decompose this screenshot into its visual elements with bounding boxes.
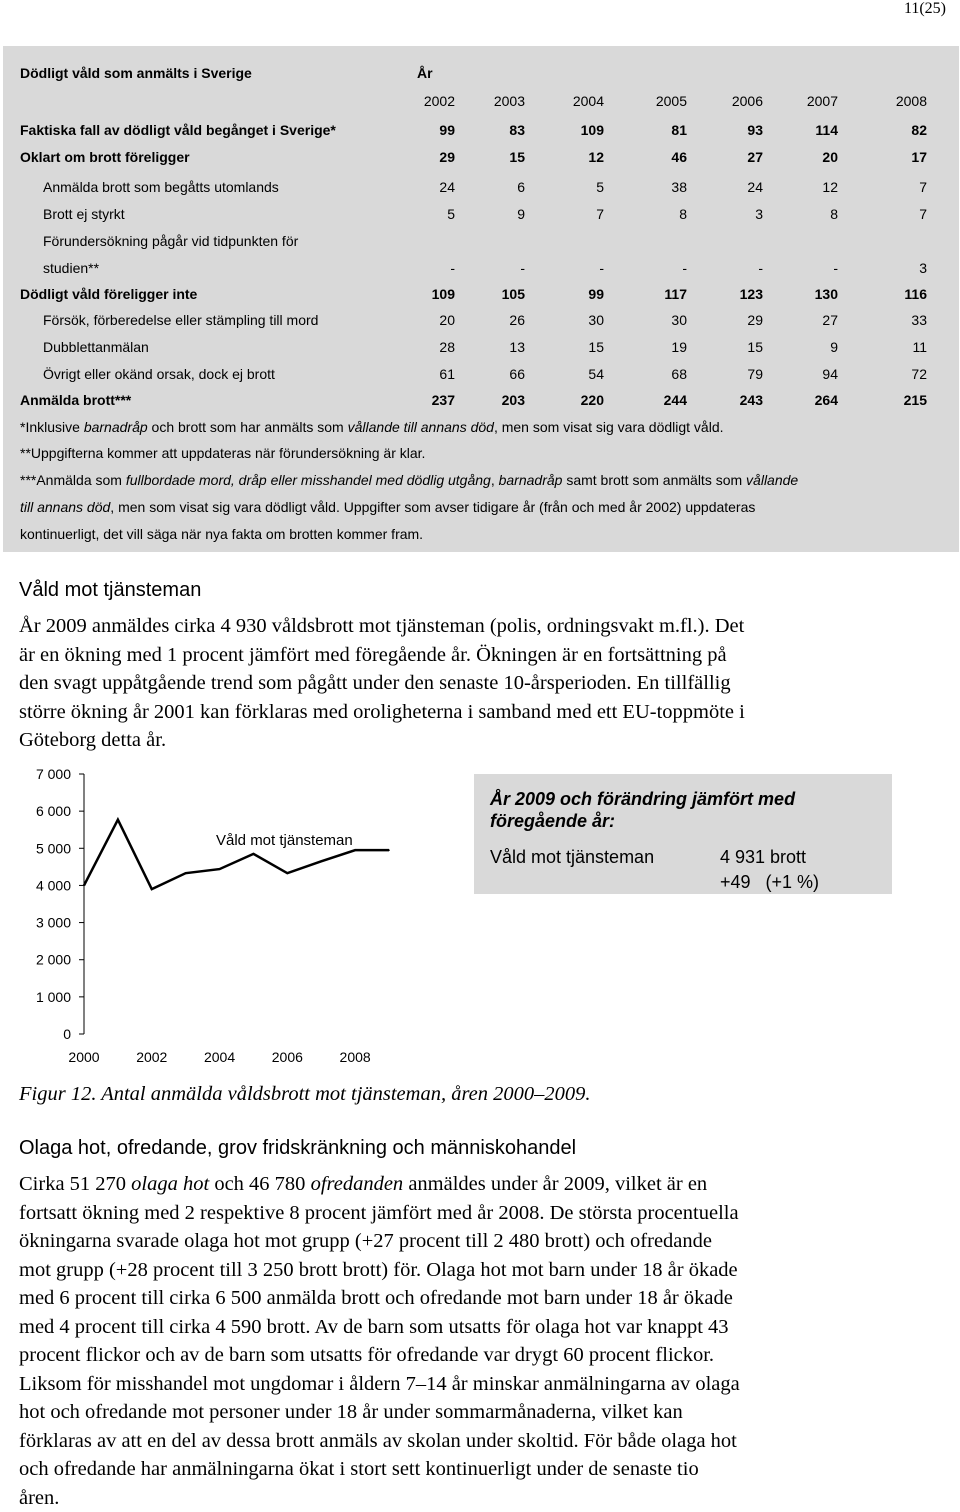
table-cell: 82: [911, 122, 927, 138]
info-box: [474, 774, 892, 894]
year-column-header: 2008: [895, 93, 927, 109]
table-cell: 8: [679, 206, 687, 222]
table-cell: 13: [509, 339, 525, 355]
table-cell: 66: [509, 366, 525, 382]
x-tick-label: 2008: [339, 1049, 371, 1065]
table-cell: 9: [830, 339, 838, 355]
row-label-cont: studien**: [43, 260, 100, 276]
year-column-header: 2007: [806, 93, 838, 109]
table-cell: 26: [509, 312, 525, 328]
row-label: Övrigt eller okänd orsak, dock ej brott: [43, 366, 275, 382]
table-cell: 27: [822, 312, 838, 328]
table-cell: 3: [755, 206, 763, 222]
table-cell: 15: [747, 339, 763, 355]
y-tick-label: 1 000: [35, 988, 71, 1005]
table-cell: 8: [830, 206, 838, 222]
y-tick-label: 0: [63, 1026, 71, 1042]
y-tick-label: 2 000: [35, 951, 71, 968]
table-cell: 215: [903, 392, 927, 408]
table-cell: 130: [814, 286, 838, 302]
x-tick-label: 2004: [203, 1049, 236, 1065]
table-cell: 28: [439, 339, 455, 355]
table-cell: 244: [663, 392, 687, 408]
table-cell: 99: [439, 122, 455, 138]
y-tick-label: 7 000: [35, 766, 71, 782]
row-label: Försök, förberedelse eller stämpling till mord: [43, 312, 319, 328]
table-cell: 79: [747, 366, 763, 382]
table-cell: 15: [588, 339, 604, 355]
year-column-header: 2003: [493, 93, 525, 109]
row-label: Brott ej styrkt: [43, 206, 125, 222]
table-cell: 68: [671, 366, 687, 382]
x-tick-label: 2002: [136, 1049, 168, 1065]
info-box-title: År 2009 och förändring jämfört med föregående år:: [490, 789, 796, 831]
table-cell: 27: [747, 149, 763, 165]
table-cell: 81: [671, 122, 687, 138]
table-title: Dödligt våld som anmälts i Sverige: [20, 65, 252, 81]
table-cell: 203: [501, 392, 525, 408]
table-cell: 7: [596, 206, 604, 222]
data-point: [388, 849, 390, 851]
table-cell: 237: [431, 392, 455, 408]
data-point: [83, 885, 85, 887]
table-cell: 5: [447, 206, 455, 222]
series-line: [84, 820, 389, 889]
table-cell: 54: [588, 366, 604, 382]
table-cell: 105: [501, 286, 525, 302]
table-cell: 38: [671, 179, 687, 195]
x-tick-label: 2000: [68, 1049, 100, 1065]
table-cell: 93: [747, 122, 763, 138]
footnote-1: *Inklusive barnadråp och brott som har anmälts som vållande till annans död, men som visat sig vara dödligt våld.: [20, 419, 724, 435]
section-heading-2: Olaga hot, ofredande, grov fridskränkning och människohandel: [19, 1137, 577, 1159]
row-label: Dubblettanmälan: [43, 339, 149, 355]
data-point: [287, 872, 289, 874]
table-cell: 30: [671, 312, 687, 328]
y-tick-label: 6 000: [35, 803, 71, 820]
line-chart: [0, 760, 470, 1070]
year-column-header: 2004: [572, 93, 604, 109]
table-cell: -: [520, 260, 525, 276]
table-cell: 264: [814, 392, 838, 408]
table-cell: 12: [588, 149, 604, 165]
table-cell: 220: [580, 392, 604, 408]
data-point: [117, 819, 119, 821]
table-cell: 33: [911, 312, 927, 328]
series-label: Våld mot tjänsteman: [216, 832, 353, 849]
table-cell: 61: [439, 366, 455, 382]
table-cell: 29: [747, 312, 763, 328]
table-cell: 117: [664, 286, 687, 302]
info-box-value: 4 931 brott: [720, 847, 807, 867]
table-cell: 9: [517, 206, 525, 222]
data-point: [219, 868, 221, 870]
table-cell: -: [682, 260, 687, 276]
statistics-table: [3, 46, 959, 552]
row-label: Anmälda brott***: [20, 392, 132, 408]
table-cell: 109: [431, 286, 455, 302]
info-box-label: Våld mot tjänsteman: [490, 847, 655, 867]
table-cell: 12: [822, 179, 838, 195]
year-column-header: 2006: [731, 93, 763, 109]
footnote-3-end: kontinuerligt, det vill säga när nya fakta om brotten kommer fram.: [20, 526, 424, 542]
row-label: Faktiska fall av dödligt våld begånget i Sverige*: [20, 122, 336, 138]
table-cell: 83: [509, 122, 525, 138]
info-box-change: +49 (+1 %): [720, 872, 820, 892]
table-cell: 99: [588, 286, 604, 302]
data-point: [354, 849, 356, 851]
table-cell: 5: [596, 179, 604, 195]
table-cell: 46: [671, 149, 687, 165]
table-cell: 24: [747, 179, 763, 195]
figure-caption: Figur 12. Antal anmälda våldsbrott mot tjänsteman, åren 2000–2009.: [19, 1083, 591, 1105]
table-cell: 123: [739, 286, 763, 302]
section-heading: Våld mot tjänsteman: [19, 579, 202, 601]
footnote-3: ***Anmälda som fullbordade mord, dråp eller misshandel med dödlig utgång, barnadråp samt brott som anmälts som vållande: [20, 472, 799, 488]
table-cell: 15: [509, 149, 525, 165]
footnote-2: **Uppgifterna kommer att uppdateras när förundersökning är klar.: [20, 445, 426, 461]
page-number: 11(25): [903, 0, 946, 17]
table-cell: -: [450, 260, 455, 276]
table-cell: 20: [439, 312, 455, 328]
paragraph-line: Cirka 51 270 olaga hot och 46 780 ofredanden anmäldes under år 2009, vilket är en: [19, 1173, 708, 1195]
data-point: [151, 888, 153, 890]
table-cell: 109: [580, 122, 604, 138]
table-cell: 7: [919, 179, 927, 195]
table-cell: 11: [912, 339, 927, 355]
table-cell: -: [833, 260, 838, 276]
table-cell: 19: [671, 339, 687, 355]
year-column-header: 2002: [423, 93, 455, 109]
data-point: [320, 860, 322, 862]
table-cell: -: [599, 260, 604, 276]
section-paragraph: År 2009 anmäldes cirka 4 930 våldsbrott mot tjänsteman (polis, ordningsvakt m.fl.). Det är en ökning med 1 procent jämfört med föregående år. Ökningen är en fortsättning på den svagt uppåtgående trend som pågått under den senaste 10-årsperioden. En tillfällig större ökning år 2001 kan förklaras med oroligheterna i samband med ett EU-toppmöte i Göteborg detta år.: [19, 615, 745, 751]
row-label: Anmälda brott som begåtts utomlands: [43, 179, 279, 195]
table-cell: 72: [911, 366, 927, 382]
table-cell: 20: [822, 149, 838, 165]
year-column-header: 2005: [655, 93, 687, 109]
row-label: Förundersökning pågår vid tidpunkten för: [43, 233, 299, 249]
x-tick-label: 2006: [271, 1049, 303, 1065]
footnote-3-cont: till annans död, men som visat sig vara dödligt våld. Uppgifter som avser tidigare år (från och med år 2002) uppdateras: [20, 499, 756, 515]
table-cell: 243: [739, 392, 763, 408]
table-cell: 114: [815, 122, 838, 138]
table-cell: 116: [904, 286, 927, 302]
data-point: [185, 872, 187, 874]
table-cell: 29: [439, 149, 455, 165]
data-point: [253, 853, 255, 855]
table-cell: 24: [439, 179, 455, 195]
y-tick-label: 3 000: [35, 914, 71, 931]
table-cell: 7: [919, 206, 927, 222]
row-label: Oklart om brott föreligger: [20, 149, 190, 165]
table-cell: 3: [919, 260, 927, 276]
table-cell: 30: [588, 312, 604, 328]
row-label: Dödligt våld föreligger inte: [20, 286, 198, 302]
table-cell: 94: [822, 366, 838, 382]
y-tick-label: 4 000: [35, 877, 71, 894]
table-cell: 6: [517, 179, 525, 195]
y-tick-label: 5 000: [35, 840, 71, 857]
section-paragraph-2: Cirka 51 270 olaga hot och 46 780 ofredanden anmäldes under år 2009, vilket är en fortsatt ökning med 2 respektive 8 procent jämfört med år 2008. De största procentuella ökningarna svarade olaga hot mot grupp (+27 procent till 2 480 brott) och ofredande mot grupp (+28 procent till 3 250 brott brott) för. Olaga hot mot barn under 18 år ökade med 6 procent till cirka 6 500 anmälda brott och ofredande mot barn under 18 år ökade med 4 procent till cirka 4 590 brott. Av de barn som utsatts för olaga hot var knappt 43 procent flickor och av de barn som utsatts för ofredande var drygt 60 procent flickor. Liksom för misshandel mot ungdomar i åldern 7–14 år minskar anmälningarna av olaga hot och ofredande mot personer under 18 år under sommarmånaderna, vilket kan förklaras av att en del av dessa brott anmäls av skolan under skoltid. För både olaga hot och ofredande har anmälningarna ökat i stort sett kontinuerligt under de senaste tio åren.: [19, 1170, 899, 1512]
year-header: År: [417, 65, 433, 81]
table-cell: 17: [911, 149, 927, 165]
table-cell: -: [758, 260, 763, 276]
